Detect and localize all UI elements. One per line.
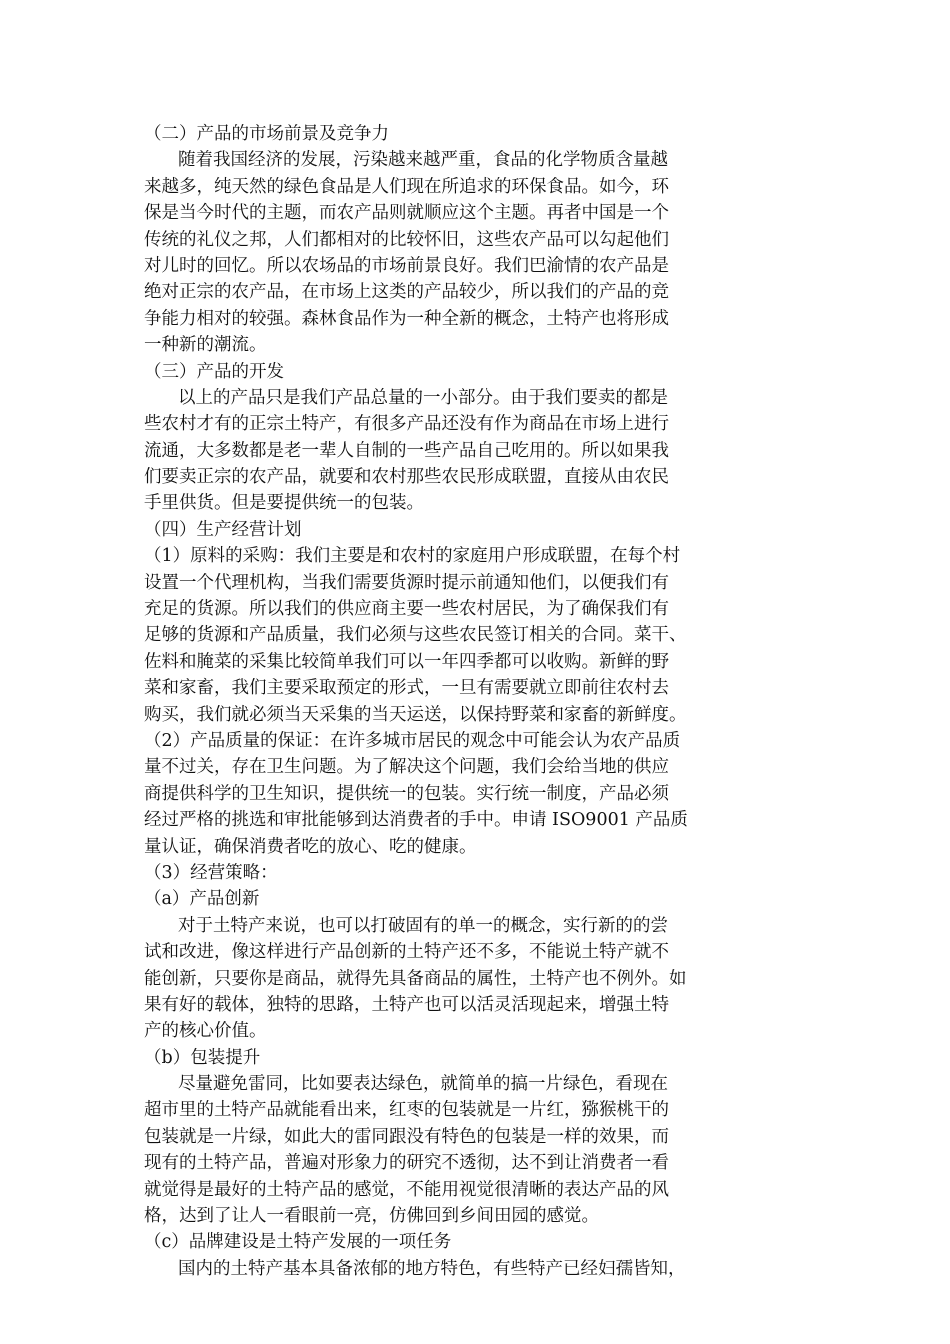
paragraph-line: 量不过关，存在卫生问题。为了解决这个问题，我们会给当地的供应 (144, 757, 669, 778)
paragraph-line: （1）原料的采购：我们主要是和农村的家庭用户形成联盟，在每个村 (144, 546, 681, 567)
paragraph-line: 果有好的载体，独特的思路，土特产也可以活灵活现起来，增强土特 (144, 994, 669, 1015)
paragraph-line: 以上的产品只是我们产品总量的一小部分。由于我们要卖的都是 (178, 387, 668, 408)
paragraph-line: 产的核心价值。 (144, 1021, 267, 1042)
paragraph-line: 流通，大多数都是老一辈人自制的一些产品自己吃用的。所以如果我 (144, 440, 669, 461)
paragraph-line: 一种新的潮流。 (144, 335, 267, 356)
paragraph-line: 足够的货源和产品质量，我们必须与这些农民签订相关的合同。菜干、 (144, 625, 687, 646)
paragraph-line: 手里供货。但是要提供统一的包装。 (144, 493, 424, 514)
paragraph-line: 对于土特产来说，也可以打破固有的单一的概念，实行新的的尝 (178, 915, 668, 936)
paragraph-line: 包装就是一片绿，如此大的雷同跟没有特色的包装是一样的效果，而 (144, 1126, 669, 1147)
paragraph-line: 试和改进，像这样进行产品创新的土特产还不多，不能说土特产就不 (144, 942, 669, 963)
paragraph-line: 菜和家畜，我们主要采取预定的形式，一旦有需要就立即前往农村去 (144, 678, 669, 699)
paragraph-line: 国内的土特产基本具备浓郁的地方特色，有些特产已经妇孺皆知， (178, 1258, 686, 1279)
paragraph-line: 传统的礼仪之邦，人们都相对的比较怀旧，这些农产品可以勾起他们 (144, 229, 669, 250)
paragraph-line: 些农村才有的正宗土特产，有很多产品还没有作为商品在市场上进行 (144, 414, 669, 435)
paragraph-line: 对儿时的回忆。所以农场品的市场前景良好。我们巴渝情的农产品是 (144, 255, 669, 276)
paragraph-line: 超市里的土特产品就能看出来，红枣的包装就是一片红，猕猴桃干的 (144, 1100, 669, 1121)
section-heading: （四）生产经营计划 (144, 519, 302, 540)
section-heading: （三）产品的开发 (144, 361, 284, 382)
paragraph-line: 来越多，纯天然的绿色食品是人们现在所追求的环保食品。如今，环 (144, 176, 669, 197)
paragraph-line: 充足的货源。所以我们的供应商主要一些农村居民，为了确保我们有 (144, 599, 669, 620)
paragraph-line: 们要卖正宗的农产品，就要和农村那些农民形成联盟，直接从由农民 (144, 467, 669, 488)
paragraph-line: 经过严格的挑选和审批能够到达消费者的手中。申请 ISO9001 产品质 (144, 810, 688, 831)
paragraph-line: 佐料和腌菜的采集比较简单我们可以一年四季都可以收购。新鲜的野 (144, 651, 669, 672)
paragraph-line: 设置一个代理机构，当我们需要货源时提示前通知他们，以便我们有 (144, 572, 669, 593)
paragraph-line: 就觉得是最好的土特产品的感觉，不能用视觉很清晰的表达产品的风 (144, 1179, 669, 1200)
paragraph-line: 购买，我们就必须当天采集的当天运送，以保持野菜和家畜的新鲜度。 (144, 704, 687, 725)
paragraph-line: 绝对正宗的农产品，在市场上这类的产品较少，所以我们的产品的竞 (144, 282, 669, 303)
paragraph-line: 争能力相对的较强。森林食品作为一种全新的概念，土特产也将形成 (144, 308, 669, 329)
paragraph-line: 保是当今时代的主题，而农产品则就顺应这个主题。再者中国是一个 (144, 203, 669, 224)
section-heading: （c）品牌建设是土特产发展的一项任务 (144, 1232, 452, 1253)
section-heading: （二）产品的市场前景及竞争力 (144, 124, 389, 144)
paragraph-line: 能创新，只要你是商品，就得先具备商品的属性，土特产也不例外。如 (144, 968, 687, 989)
paragraph-line: 现有的土特产品，普遍对形象力的研究不透彻，达不到让消费者一看 (144, 1153, 669, 1174)
paragraph-line: 尽量避免雷同，比如要表达绿色，就简单的搞一片绿色，看现在 (178, 1074, 668, 1095)
section-heading: （a）产品创新 (144, 889, 260, 910)
paragraph-line: 格，达到了让人一看眼前一亮，仿佛回到乡间田园的感觉。 (144, 1206, 599, 1227)
paragraph-line: （2）产品质量的保证：在许多城市居民的观念中可能会认为农产品质 (144, 730, 681, 751)
section-heading: （b）包装提升 (144, 1047, 261, 1068)
paragraph-line: 量认证，确保消费者吃的放心、吃的健康。 (144, 836, 477, 857)
section-heading: （3）经营策略： (144, 862, 278, 883)
paragraph-line: 随着我国经济的发展，污染越来越严重，食品的化学物质含量越 (178, 150, 668, 171)
paragraph-line: 商提供科学的卫生知识，提供统一的包装。实行统一制度，产品必须 (144, 783, 669, 804)
document-page (144, 121, 814, 1282)
